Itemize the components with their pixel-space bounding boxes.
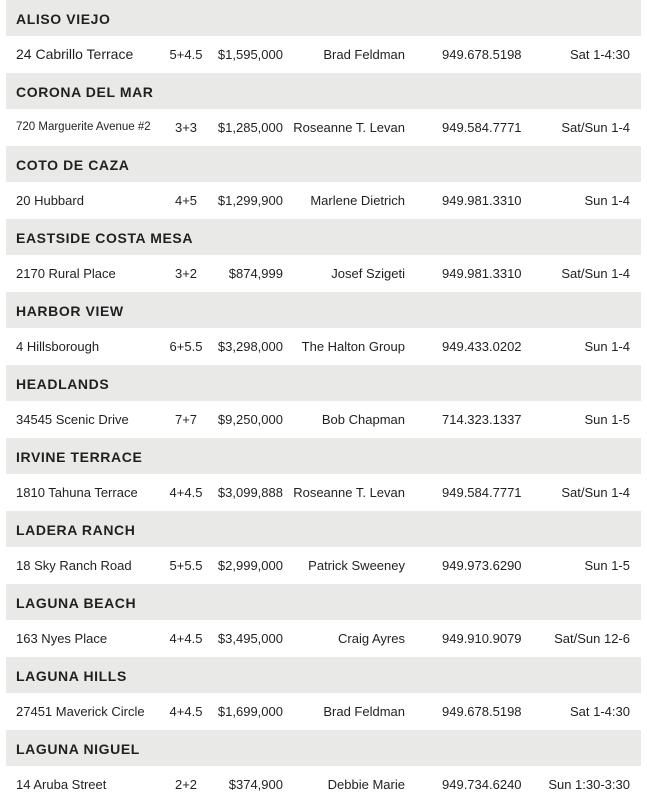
city-heading: LADERA RANCH [6,511,641,547]
listing-hours: Sat/Sun 1-4 [561,266,630,281]
listing-address: 34545 Scenic Drive [16,412,129,427]
listing-phone: 949.981.3310 [442,193,522,208]
listing-section [0,657,647,730]
listing-hours: Sun 1-5 [584,558,630,573]
listing-price: $9,250,000 [217,412,283,427]
listing-beds-baths: 2+2 [174,777,198,792]
listing-address: 14 Aruba Street [16,777,107,792]
listing-section [0,292,647,365]
listing-address: 2170 Rural Place [16,266,116,281]
listing-agent: Craig Ayres [338,631,405,646]
listing-agent: Patrick Sweeney [308,558,405,573]
listing-address: 27451 Maverick Circle [16,704,145,719]
listing-address: 720 Marguerite Avenue #2 [16,121,151,133]
listing-phone: 949.678.5198 [442,47,522,62]
listing-section [0,0,647,73]
listing-address: 20 Hubbard [16,193,84,208]
listing-price: $874,999 [228,266,283,281]
listing-row [6,693,641,730]
listing-beds-baths: 5+4.5 [169,47,203,62]
listing-agent: Debbie Marie [327,777,405,792]
listing-row [6,401,641,438]
listing-agent: Marlene Dietrich [310,193,405,208]
listing-phone: 949.678.5198 [442,704,522,719]
city-heading: HEADLANDS [6,365,641,401]
listing-row [6,620,641,657]
listing-beds-baths: 4+5 [174,193,198,208]
listing-row [6,547,641,584]
listing-beds-baths: 4+4.5 [169,631,203,646]
listing-price: $3,099,888 [217,485,283,500]
listing-hours: Sun 1-4 [584,339,630,354]
listing-row [6,766,641,803]
listing-section [0,438,647,511]
listing-address: 24 Cabrillo Terrace [16,46,134,62]
listing-phone: 949.734.6240 [442,777,522,792]
listing-section [0,146,647,219]
listing-section [0,584,647,657]
city-heading: COTO DE CAZA [6,146,641,182]
listing-beds-baths: 4+4.5 [169,485,203,500]
listing-hours: Sat/Sun 12-6 [554,631,630,646]
listing-section [0,219,647,292]
listing-hours: Sat 1-4:30 [570,704,630,719]
listing-phone: 949.584.7771 [442,485,522,500]
listing-beds-baths: 3+2 [174,266,198,281]
listing-beds-baths: 3+3 [174,120,198,135]
listing-phone: 949.584.7771 [442,120,522,135]
listing-agent: Brad Feldman [323,704,405,719]
listing-price: $1,595,000 [217,47,283,62]
listing-phone: 949.981.3310 [442,266,522,281]
listing-hours: Sun 1-4 [584,193,630,208]
listing-beds-baths: 7+7 [174,412,198,427]
listing-phone: 949.910.9079 [442,631,522,646]
listing-hours: Sun 1-5 [584,412,630,427]
listing-hours: Sat/Sun 1-4 [561,485,630,500]
city-heading: LAGUNA HILLS [6,657,641,693]
listing-row [6,474,641,511]
listing-beds-baths: 5+5.5 [169,558,203,573]
listing-price: $3,298,000 [217,339,283,354]
city-heading: EASTSIDE COSTA MESA [6,219,641,255]
listing-row [6,36,641,73]
listing-price: $3,495,000 [217,631,283,646]
listing-agent: Bob Chapman [321,412,405,427]
city-heading: IRVINE TERRACE [6,438,641,474]
listing-phone: 714.323.1337 [442,412,522,427]
listing-address: 1810 Tahuna Terrace [16,485,138,500]
listing-agent: Roseanne T. Levan [293,120,405,135]
listing-hours: Sat/Sun 1-4 [561,120,630,135]
listing-section [0,73,647,146]
listing-row [6,255,641,292]
listing-beds-baths: 6+5.5 [169,339,203,354]
listing-agent: Brad Feldman [323,47,405,62]
listing-agent: Roseanne T. Levan [293,485,405,500]
listing-beds-baths: 4+4.5 [169,704,203,719]
listing-row [6,328,641,365]
city-heading: CORONA DEL MAR [6,73,641,109]
listing-price: $1,699,000 [217,704,283,719]
listing-price: $1,285,000 [217,120,283,135]
city-heading: HARBOR VIEW [6,292,641,328]
listing-address: 4 Hillsborough [16,339,100,354]
listing-agent: Josef Szigeti [331,266,405,281]
listing-row [6,109,641,146]
listing-price: $1,299,900 [217,193,283,208]
listing-price: $2,999,000 [217,558,283,573]
listing-address: 18 Sky Ranch Road [16,558,132,573]
listing-phone: 949.433.0202 [442,339,522,354]
city-heading: LAGUNA BEACH [6,584,641,620]
listing-agent: The Halton Group [301,339,405,354]
listing-phone: 949.973.6290 [442,558,522,573]
listing-section [0,730,647,803]
listing-row [6,182,641,219]
listing-hours: Sat 1-4:30 [570,47,630,62]
listing-address: 163 Nyes Place [16,631,108,646]
listing-hours: Sun 1:30-3:30 [548,777,630,792]
city-heading: ALISO VIEJO [6,0,641,36]
listing-section [0,365,647,438]
city-heading: LAGUNA NIGUEL [6,730,641,766]
listing-section [0,511,647,584]
listing-price: $374,900 [228,777,283,792]
